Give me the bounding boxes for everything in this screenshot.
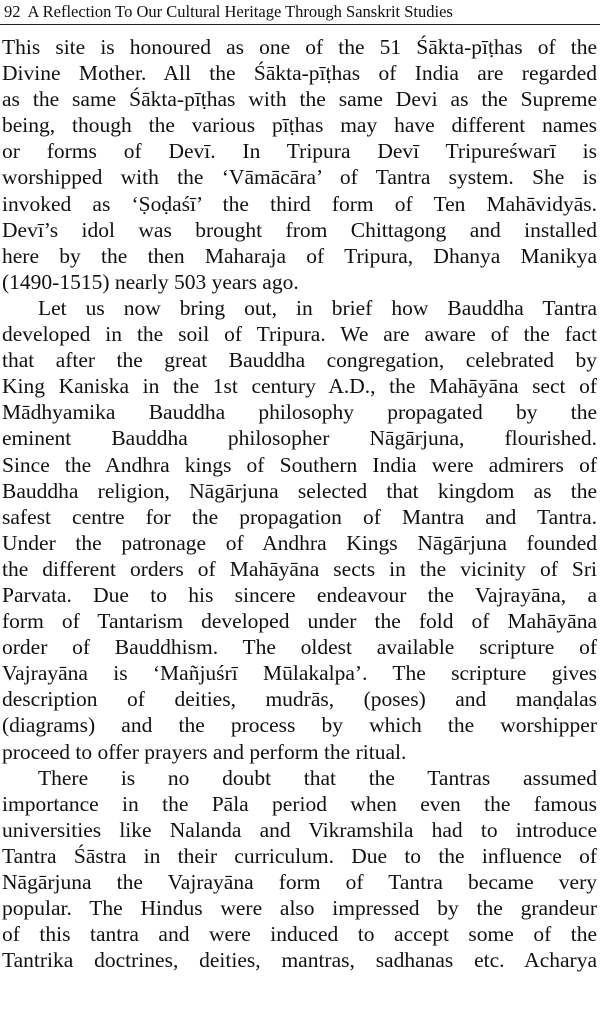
text-line: universities like Nalanda and Vikramshila had to introduce: [2, 817, 597, 842]
text-line: order of Bauddhism. The oldest available scripture of: [2, 635, 597, 660]
text-line: as the same Śākta-pīṭhas with the same Devi as the Supreme: [2, 87, 597, 112]
text-line: safest centre for the propagation of Mantra and Tantra.: [2, 504, 597, 529]
text-line: Nāgārjuna the Vajrayāna form of Tantra became very: [2, 870, 597, 894]
text-line: importance in the Pāla period when even the famous: [2, 791, 597, 816]
text-line: that after the great Bauddha congregation, celebrated by: [2, 348, 597, 373]
text-line: King Kaniska in the 1st century A.D., the Mahāyāna sect of: [2, 374, 597, 399]
text-line: Bauddha religion, Nāgārjuna selected that kingdom as the: [2, 478, 597, 503]
text-line: (1490-1515) nearly 503 years ago.: [2, 269, 299, 294]
text-line: popular. The Hindus were also impressed by the grandeur: [2, 896, 597, 921]
paragraph-1: [2, 34, 597, 295]
header-rule: [0, 24, 600, 25]
text-line: invoked as ‘Ṣoḍaśī’ the third form of Ten Mahāvidyās.: [2, 191, 597, 216]
page-number: 92: [4, 2, 21, 21]
running-head: [4, 2, 596, 22]
text-line: There is no doubt that the Tantras assumed: [38, 765, 597, 790]
body-text: [2, 34, 597, 973]
text-line: This site is honoured as one of the 51 Śākta-pīṭhas of the: [2, 35, 597, 59]
text-line: Mādhyamika Bauddha philosophy propagated by the: [2, 400, 597, 425]
text-line: Vajrayāna is ‘Mañjuśrī Mūlakalpa’. The scripture gives: [2, 661, 597, 686]
text-line: description of deities, mudrās, (poses) and manḍalas: [2, 687, 597, 712]
text-line: Divine Mother. All the Śākta-pīṭhas of India are regarded: [2, 61, 597, 86]
text-line: (diagrams) and the process by which the worshipper: [2, 713, 597, 738]
text-line: Tantra Śāstra in their curriculum. Due to the influence of: [2, 843, 597, 868]
text-line: proceed to offer prayers and perform the ritual.: [2, 739, 407, 764]
text-line: Under the patronage of Andhra Kings Nāgārjuna founded: [2, 530, 597, 555]
text-line: developed in the soil of Tripura. We are aware of the fact: [2, 322, 597, 347]
paragraph-2: [2, 295, 597, 765]
text-line: or forms of Devī. In Tripura Devī Tripureśwarī is: [2, 139, 597, 164]
text-line: Let us now bring out, in brief how Bauddha Tantra: [38, 295, 597, 320]
text-line: form of Tantarism developed under the fold of Mahāyāna: [2, 609, 597, 634]
text-line: of this tantra and were induced to accept some of the: [2, 922, 597, 947]
text-line: here by the then Maharaja of Tripura, Dhanya Manikya: [2, 243, 597, 268]
text-line: eminent Bauddha philosopher Nāgārjuna, flourished.: [2, 426, 597, 451]
text-line: Devī’s idol was brought from Chittagong and installed: [2, 217, 597, 242]
paragraph-3: [2, 765, 597, 974]
running-title: A Reflection To Our Cultural Heritage Through Sanskrit Studies: [27, 2, 453, 21]
text-line: Tantrika doctrines, deities, mantras, sadhanas etc. Acharya: [2, 948, 597, 973]
text-line: being, though the various pīṭhas may have different names: [2, 113, 597, 138]
text-line: Parvata. Due to his sincere endeavour the Vajrayāna, a: [2, 582, 597, 607]
text-line: Since the Andhra kings of Southern India were admirers of: [2, 452, 597, 477]
text-line: worshipped with the ‘Vāmācāra’ of Tantra system. She is: [2, 165, 597, 190]
text-line: the different orders of Mahāyāna sects in the vicinity of Sri: [2, 556, 597, 581]
